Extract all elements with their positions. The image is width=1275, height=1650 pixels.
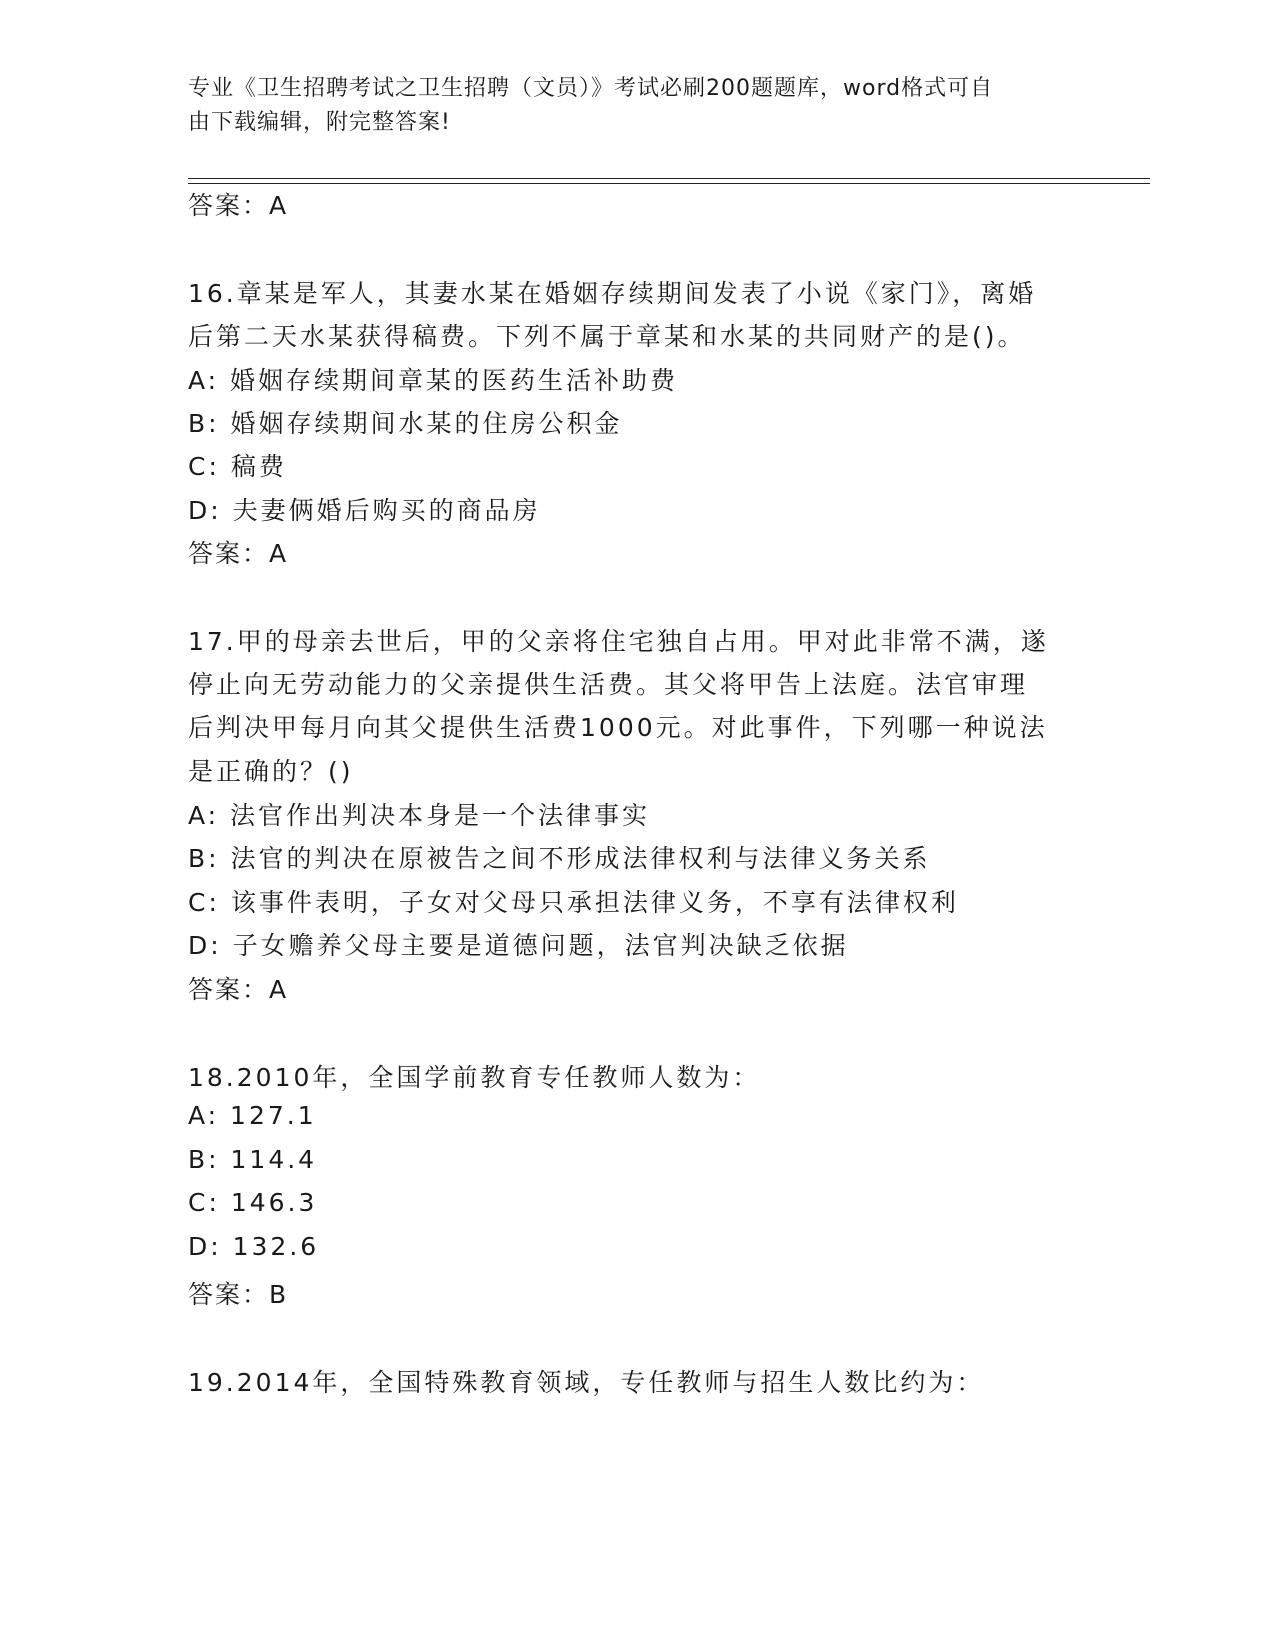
q18-option-a: A: 127.1 (188, 1101, 317, 1130)
header-rule-top (188, 178, 1150, 179)
answer-q16: 答案：A (188, 539, 289, 568)
q16-option-b: B: 婚姻存续期间水某的住房公积金 (188, 409, 623, 438)
header-line-2: 由下载编辑，附完整答案! (188, 110, 451, 135)
answer-q15: 答案：A (188, 191, 289, 220)
q16-option-a: A: 婚姻存续期间章某的医药生活补助费 (188, 366, 679, 395)
document-header (188, 72, 1068, 140)
q17-option-a: A: 法官作出判决本身是一个法律事实 (188, 801, 651, 830)
q17-text-line-3: 后判决甲每月向其父提供生活费1000元。对此事件，下列哪一种说法 (188, 713, 1048, 742)
answer-q17: 答案：A (188, 975, 289, 1004)
q16-text-line-1: 16.章某是军人，其妻水某在婚姻存续期间发表了小说《家门》，离婚 (188, 279, 1037, 308)
q16-option-d: D: 夫妻俩婚后购买的商品房 (188, 496, 541, 525)
q18-option-d: D: 132.6 (188, 1232, 320, 1261)
q18-text-line-1: 18.2010年，全国学前教育专任教师人数为： (188, 1063, 761, 1092)
q18-option-c: C: 146.3 (188, 1188, 318, 1217)
q17-text-line-2: 停止向无劳动能力的父亲提供生活费。其父将甲告上法庭。法官审理 (188, 670, 1029, 699)
q17-text-line-1: 17.甲的母亲去世后，甲的父亲将住宅独自占用。甲对此非常不满，遂 (188, 627, 1049, 656)
header-line-1: 专业《卫生招聘考试之卫生招聘（文员）》考试必刷200题题库，word格式可自 (188, 76, 994, 101)
header-rule-bottom (188, 183, 1150, 184)
q19-text-line-1: 19.2014年，全国特殊教育领域，专任教师与招生人数比约为： (188, 1368, 985, 1397)
q17-option-b: B: 法官的判决在原被告之间不形成法律权利与法律义务关系 (188, 844, 931, 873)
q16-option-c: C: 稿费 (188, 452, 287, 481)
q17-option-d: D: 子女赡养父母主要是道德问题，法官判决缺乏依据 (188, 931, 849, 960)
q18-option-b: B: 114.4 (188, 1145, 318, 1174)
q17-text-line-4: 是正确的？() (188, 757, 354, 786)
q17-option-c: C: 该事件表明，子女对父母只承担法律义务，不享有法律权利 (188, 888, 959, 917)
answer-q18: 答案：B (188, 1280, 289, 1309)
q16-text-line-2: 后第二天水某获得稿费。下列不属于章某和水某的共同财产的是()。 (188, 322, 1026, 351)
